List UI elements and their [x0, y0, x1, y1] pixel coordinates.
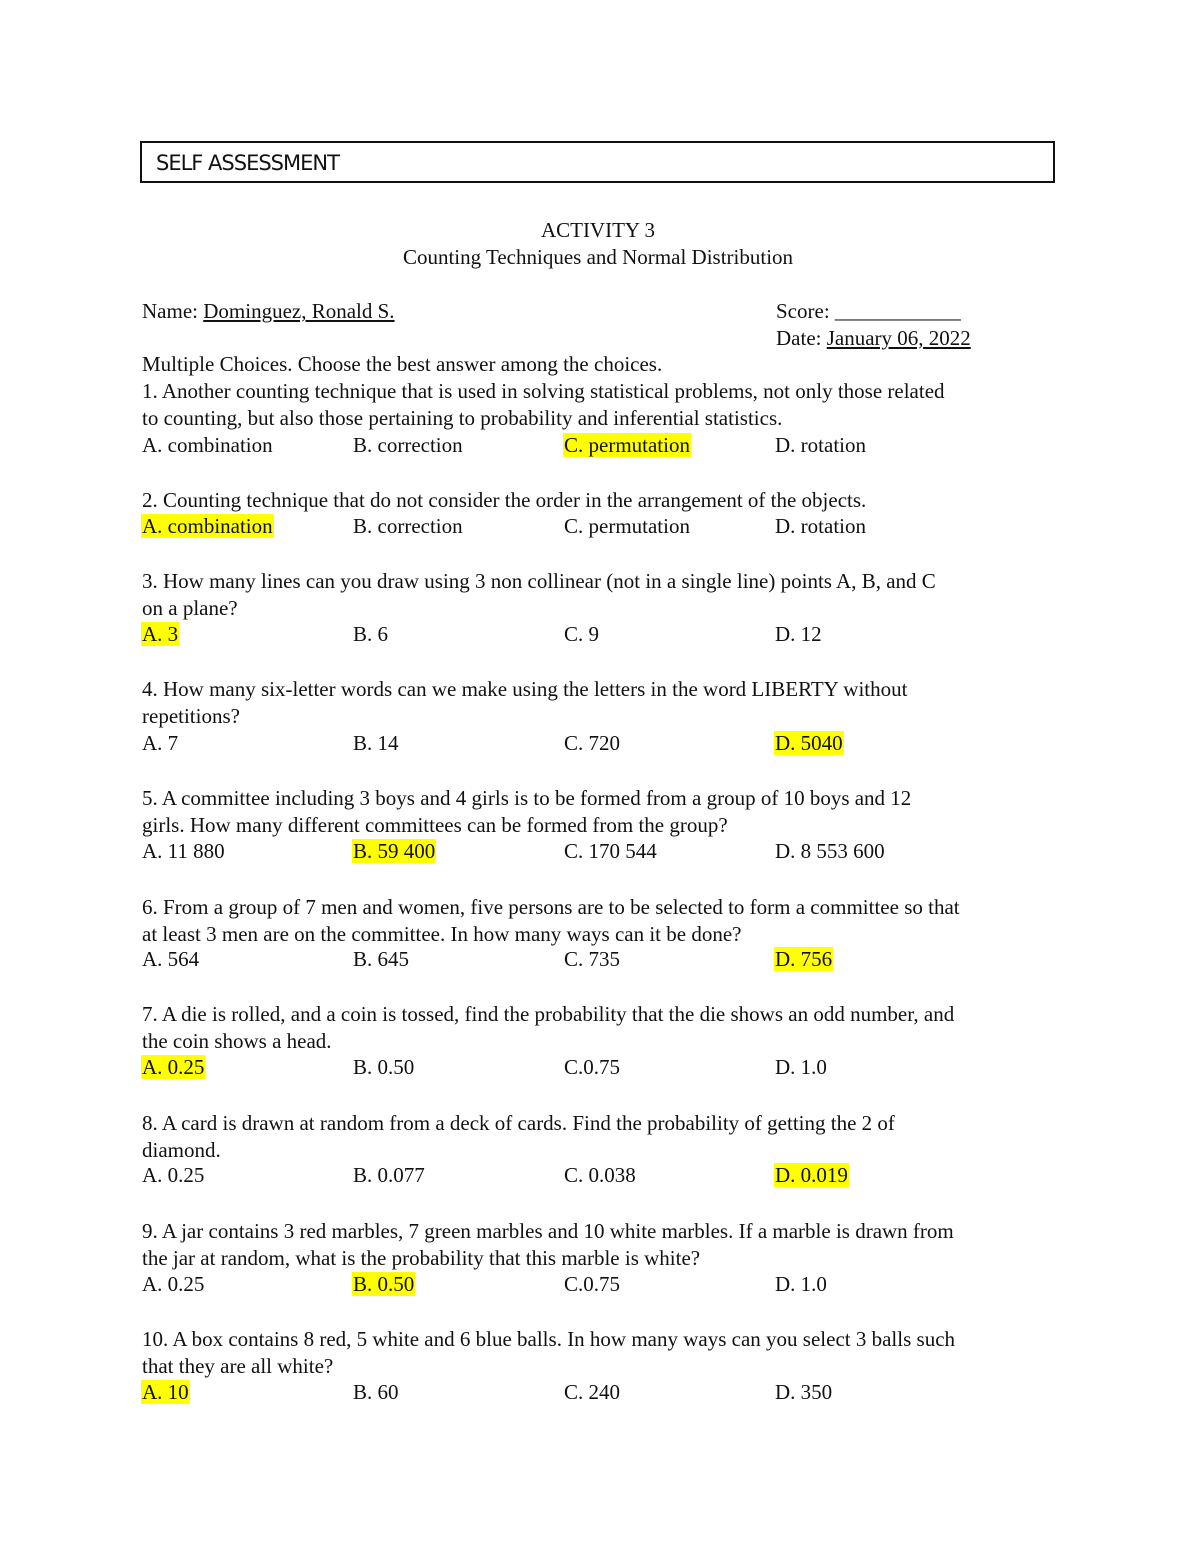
- question-6-text: 6. From a group of 7 men and women, five persons are to be selected to form a committee so that: [142, 895, 960, 919]
- question-3-option-a-selected: A. 3: [142, 622, 179, 646]
- question-1-text: 1. Another counting technique that is used in solving statistical problems, not only those related: [142, 379, 945, 403]
- question-4-option-d-selected: D. 5040: [775, 731, 843, 755]
- question-9-option-b-selected: B. 0.50: [353, 1272, 415, 1296]
- name-label: Name:: [142, 299, 204, 323]
- question-10-option-b: B. 60: [353, 1380, 399, 1404]
- question-4-option-a: A. 7: [142, 731, 179, 755]
- question-3-text: on a plane?: [142, 596, 238, 620]
- question-5-text: girls. How many different committees can be formed from the group?: [142, 813, 728, 837]
- activity-subtitle: Counting Techniques and Normal Distribution: [402, 245, 794, 269]
- question-5-option-a: A. 11 880: [142, 839, 225, 863]
- question-2-option-b: B. correction: [353, 514, 463, 538]
- question-5-text: 5. A committee including 3 boys and 4 girls is to be formed from a group of 10 boys and 12: [142, 786, 912, 810]
- question-10-text: 10. A box contains 8 red, 5 white and 6 blue balls. In how many ways can you select 3 balls such: [142, 1327, 956, 1351]
- question-8-text: 8. A card is drawn at random from a deck of cards. Find the probability of getting the 2 of: [142, 1111, 895, 1135]
- question-4-option-c: C. 720: [564, 731, 621, 755]
- date-label: Date:: [776, 326, 827, 350]
- question-1-option-c-selected: C. permutation: [564, 433, 690, 457]
- instructions: Multiple Choices. Choose the best answer among the choices.: [142, 352, 663, 376]
- date-value: January 06, 2022: [826, 326, 971, 350]
- question-4-option-b: B. 14: [353, 731, 399, 755]
- question-10-text: that they are all white?: [142, 1354, 334, 1378]
- question-9-option-c: C.0.75: [564, 1272, 621, 1296]
- question-2-option-c: C. permutation: [564, 514, 690, 538]
- question-6-text: at least 3 men are on the committee. In how many ways can it be done?: [142, 922, 742, 946]
- question-8-option-d-selected: D. 0.019: [775, 1163, 848, 1187]
- date-field: [776, 325, 971, 351]
- question-7-option-d: D. 1.0: [775, 1055, 827, 1079]
- question-9-option-a: A. 0.25: [142, 1272, 205, 1296]
- question-10-option-c: C. 240: [564, 1380, 621, 1404]
- activity-title: ACTIVITY 3: [540, 218, 656, 242]
- question-4-text: 4. How many six-letter words can we make using the letters in the word LIBERTY without: [142, 677, 908, 701]
- score-field: [776, 298, 961, 324]
- question-8-option-b: B. 0.077: [353, 1163, 425, 1187]
- question-6-option-a: A. 564: [142, 947, 200, 971]
- question-1-option-a: A. combination: [142, 433, 273, 457]
- question-7-text: the coin shows a head.: [142, 1029, 332, 1053]
- question-7-text: 7. A die is rolled, and a coin is tossed, find the probability that the die shows an odd number, and: [142, 1002, 955, 1026]
- question-2-option-a-selected: A. combination: [142, 514, 273, 538]
- question-5-option-b-selected: B. 59 400: [353, 839, 436, 863]
- question-3-option-b: B. 6: [353, 622, 389, 646]
- question-3-option-d: D. 12: [775, 622, 822, 646]
- question-8-option-a: A. 0.25: [142, 1163, 205, 1187]
- question-6-option-b: B. 645: [353, 947, 410, 971]
- question-1-text: to counting, but also those pertaining to probability and inferential statistics.: [142, 406, 783, 430]
- name-field: [142, 298, 395, 324]
- question-6-option-c: C. 735: [564, 947, 621, 971]
- question-3-text: 3. How many lines can you draw using 3 non collinear (not in a single line) points A, B, and C: [142, 569, 936, 593]
- question-7-option-b: B. 0.50: [353, 1055, 415, 1079]
- question-5-option-d: D. 8 553 600: [775, 839, 885, 863]
- question-1-option-d: D. rotation: [775, 433, 866, 457]
- question-3-option-c: C. 9: [564, 622, 600, 646]
- banner-title: SELF ASSESSMENT: [156, 151, 339, 175]
- question-8-text: diamond.: [142, 1138, 221, 1162]
- question-6-option-d-selected: D. 756: [775, 947, 833, 971]
- question-1-option-b: B. correction: [353, 433, 463, 457]
- question-5-option-c: C. 170 544: [564, 839, 657, 863]
- question-9-text: the jar at random, what is the probability that this marble is white?: [142, 1246, 701, 1270]
- question-9-option-d: D. 1.0: [775, 1272, 827, 1296]
- question-7-option-c: C.0.75: [564, 1055, 621, 1079]
- question-9-text: 9. A jar contains 3 red marbles, 7 green marbles and 10 white marbles. If a marble is drawn from: [142, 1219, 954, 1243]
- name-value: Dominguez, Ronald S.: [203, 299, 395, 323]
- question-4-text: repetitions?: [142, 704, 240, 728]
- question-8-option-c: C. 0.038: [564, 1163, 636, 1187]
- self-assessment-banner: [140, 141, 1055, 183]
- score-label: Score:: [776, 299, 835, 323]
- question-10-option-a-selected: A. 10: [142, 1380, 189, 1404]
- score-blank: ____________: [834, 299, 961, 323]
- question-2-option-d: D. rotation: [775, 514, 866, 538]
- question-2-text: 2. Counting technique that do not consider the order in the arrangement of the objects.: [142, 488, 867, 512]
- question-10-option-d: D. 350: [775, 1380, 833, 1404]
- question-7-option-a-selected: A. 0.25: [142, 1055, 205, 1079]
